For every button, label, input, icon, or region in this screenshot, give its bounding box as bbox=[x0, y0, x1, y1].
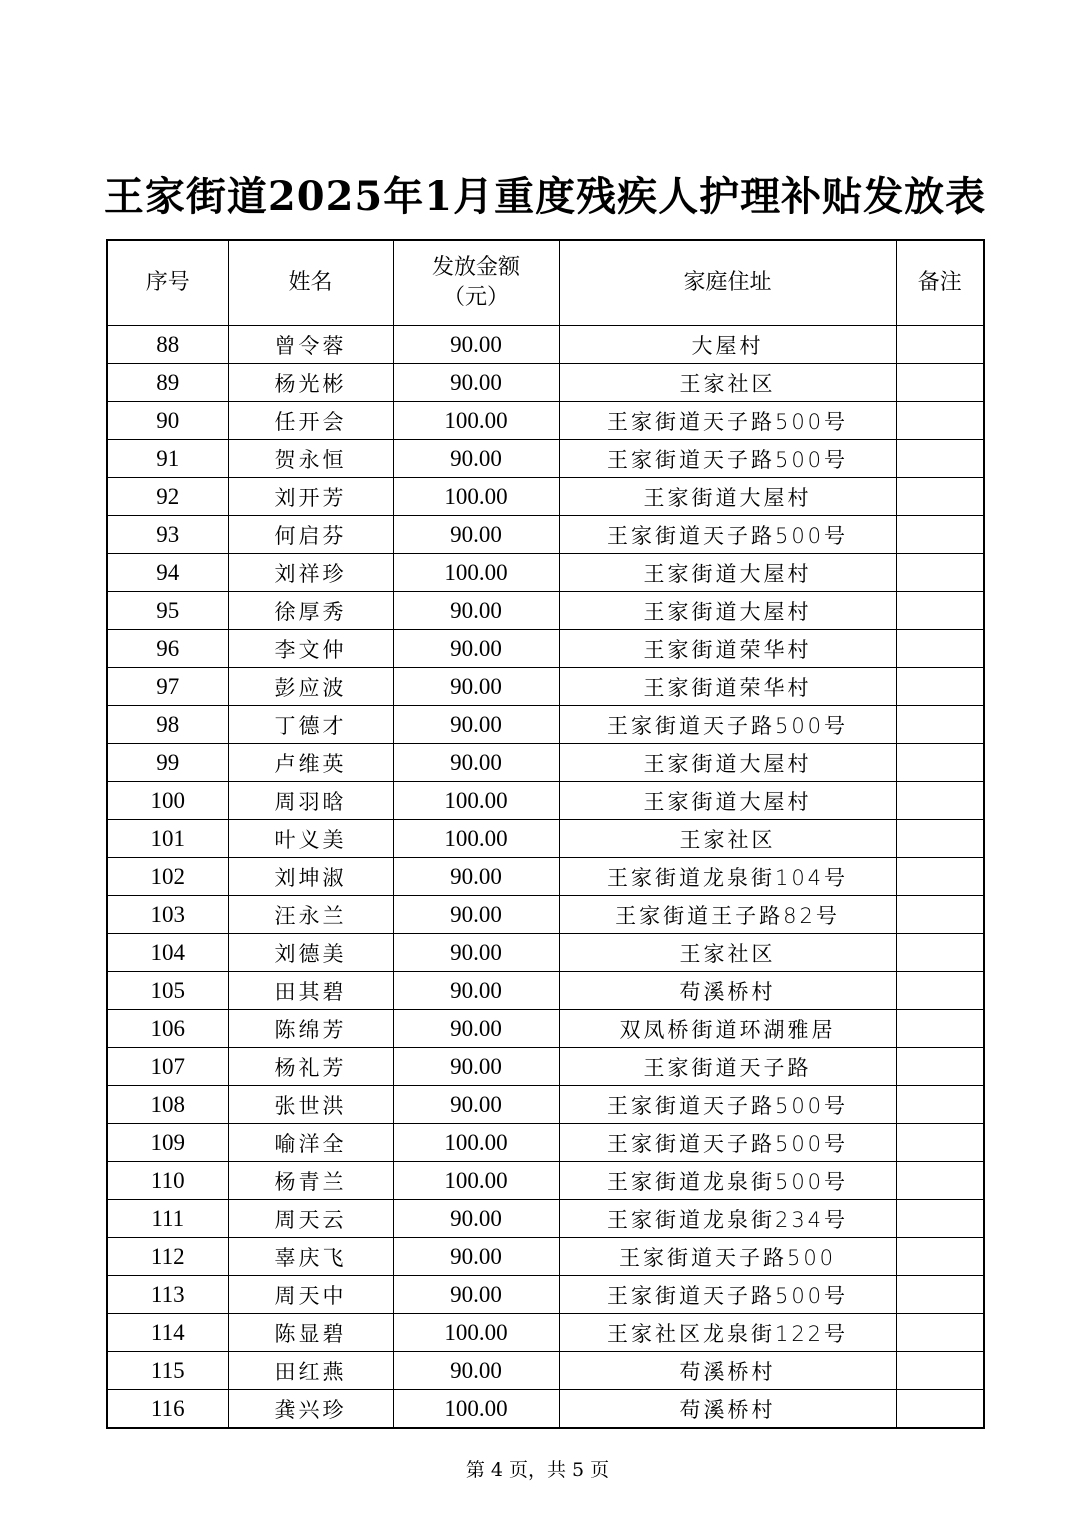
table-row bbox=[107, 554, 984, 592]
cell-index: 114 bbox=[107, 1314, 228, 1352]
cell-name: 彭应波 bbox=[228, 668, 393, 706]
cell-amount: 90.00 bbox=[393, 1010, 559, 1048]
cell-address: 王家街道大屋村 bbox=[559, 478, 896, 516]
table-row bbox=[107, 1390, 984, 1429]
cell-index: 89 bbox=[107, 364, 228, 402]
cell-remark bbox=[896, 478, 984, 516]
cell-remark bbox=[896, 782, 984, 820]
cell-remark bbox=[896, 1200, 984, 1238]
cell-index: 98 bbox=[107, 706, 228, 744]
cell-name: 卢维英 bbox=[228, 744, 393, 782]
cell-address: 王家街道龙泉街104号 bbox=[559, 858, 896, 896]
cell-index: 90 bbox=[107, 402, 228, 440]
cell-name: 刘坤淑 bbox=[228, 858, 393, 896]
cell-remark bbox=[896, 1314, 984, 1352]
cell-name: 李文仲 bbox=[228, 630, 393, 668]
table-row bbox=[107, 1048, 984, 1086]
cell-index: 95 bbox=[107, 592, 228, 630]
table-header-row bbox=[107, 240, 984, 326]
cell-amount: 90.00 bbox=[393, 858, 559, 896]
cell-address: 王家街道天子路500号 bbox=[559, 516, 896, 554]
cell-remark bbox=[896, 402, 984, 440]
cell-address: 王家街道大屋村 bbox=[559, 782, 896, 820]
cell-index: 97 bbox=[107, 668, 228, 706]
cell-index: 108 bbox=[107, 1086, 228, 1124]
column-header-amount-line1: 发放金额 bbox=[431, 255, 520, 280]
cell-name: 龚兴珍 bbox=[228, 1390, 393, 1429]
cell-index: 106 bbox=[107, 1010, 228, 1048]
cell-remark bbox=[896, 630, 984, 668]
cell-address: 王家街道荣华村 bbox=[559, 630, 896, 668]
table-row bbox=[107, 896, 984, 934]
cell-remark bbox=[896, 1086, 984, 1124]
table-row bbox=[107, 1314, 984, 1352]
cell-index: 109 bbox=[107, 1124, 228, 1162]
cell-remark bbox=[896, 896, 984, 934]
cell-index: 102 bbox=[107, 858, 228, 896]
subsidy-table bbox=[106, 239, 985, 1429]
cell-index: 94 bbox=[107, 554, 228, 592]
cell-remark bbox=[896, 1276, 984, 1314]
cell-index: 110 bbox=[107, 1162, 228, 1200]
cell-index: 96 bbox=[107, 630, 228, 668]
cell-amount: 90.00 bbox=[393, 896, 559, 934]
cell-name: 刘祥珍 bbox=[228, 554, 393, 592]
cell-amount: 100.00 bbox=[393, 478, 559, 516]
cell-address: 王家街道天子路500号 bbox=[559, 1124, 896, 1162]
table-row bbox=[107, 1162, 984, 1200]
table-row bbox=[107, 744, 984, 782]
cell-remark bbox=[896, 364, 984, 402]
table-row bbox=[107, 592, 984, 630]
table-row bbox=[107, 1086, 984, 1124]
table-row bbox=[107, 858, 984, 896]
column-header-index: 序号 bbox=[107, 240, 228, 326]
cell-amount: 90.00 bbox=[393, 1238, 559, 1276]
cell-remark bbox=[896, 820, 984, 858]
cell-index: 101 bbox=[107, 820, 228, 858]
table-row bbox=[107, 1200, 984, 1238]
table-row bbox=[107, 934, 984, 972]
table-body bbox=[107, 326, 984, 1429]
cell-address: 王家街道大屋村 bbox=[559, 744, 896, 782]
cell-amount: 100.00 bbox=[393, 1390, 559, 1429]
cell-address: 大屋村 bbox=[559, 326, 896, 364]
cell-name: 叶义美 bbox=[228, 820, 393, 858]
cell-index: 113 bbox=[107, 1276, 228, 1314]
cell-remark bbox=[896, 554, 984, 592]
table-row bbox=[107, 478, 984, 516]
cell-address: 王家社区 bbox=[559, 364, 896, 402]
table-row bbox=[107, 820, 984, 858]
cell-index: 103 bbox=[107, 896, 228, 934]
cell-address: 王家街道天子路500 bbox=[559, 1238, 896, 1276]
cell-name: 徐厚秀 bbox=[228, 592, 393, 630]
cell-address: 王家街道天子路500号 bbox=[559, 402, 896, 440]
cell-name: 曾令蓉 bbox=[228, 326, 393, 364]
cell-name: 辜庆飞 bbox=[228, 1238, 393, 1276]
cell-remark bbox=[896, 858, 984, 896]
cell-address: 王家街道天子路500号 bbox=[559, 706, 896, 744]
cell-amount: 90.00 bbox=[393, 1086, 559, 1124]
cell-address: 王家街道天子路500号 bbox=[559, 1086, 896, 1124]
cell-index: 88 bbox=[107, 326, 228, 364]
cell-name: 周天中 bbox=[228, 1276, 393, 1314]
cell-amount: 90.00 bbox=[393, 668, 559, 706]
cell-name: 田红燕 bbox=[228, 1352, 393, 1390]
cell-name: 贺永恒 bbox=[228, 440, 393, 478]
cell-address: 王家街道天子路500号 bbox=[559, 1276, 896, 1314]
cell-amount: 90.00 bbox=[393, 516, 559, 554]
cell-amount: 100.00 bbox=[393, 1124, 559, 1162]
column-header-remark: 备注 bbox=[896, 240, 984, 326]
cell-index: 115 bbox=[107, 1352, 228, 1390]
cell-remark bbox=[896, 1010, 984, 1048]
cell-index: 111 bbox=[107, 1200, 228, 1238]
cell-amount: 90.00 bbox=[393, 934, 559, 972]
cell-amount: 90.00 bbox=[393, 440, 559, 478]
cell-amount: 100.00 bbox=[393, 820, 559, 858]
cell-index: 100 bbox=[107, 782, 228, 820]
cell-index: 93 bbox=[107, 516, 228, 554]
table-row bbox=[107, 440, 984, 478]
table-row bbox=[107, 1352, 984, 1390]
cell-index: 99 bbox=[107, 744, 228, 782]
cell-amount: 100.00 bbox=[393, 402, 559, 440]
cell-name: 张世洪 bbox=[228, 1086, 393, 1124]
cell-index: 116 bbox=[107, 1390, 228, 1429]
cell-amount: 90.00 bbox=[393, 1048, 559, 1086]
cell-address: 王家街道荣华村 bbox=[559, 668, 896, 706]
cell-address: 王家街道王子路82号 bbox=[559, 896, 896, 934]
cell-name: 周羽晗 bbox=[228, 782, 393, 820]
cell-remark bbox=[896, 972, 984, 1010]
cell-remark bbox=[896, 1352, 984, 1390]
cell-remark bbox=[896, 1238, 984, 1276]
page-title: 王家街道2025年1月重度残疾人护理补贴发放表 bbox=[103, 173, 987, 220]
cell-remark bbox=[896, 1390, 984, 1429]
cell-address: 王家社区 bbox=[559, 934, 896, 972]
cell-address: 苟溪桥村 bbox=[559, 972, 896, 1010]
cell-amount: 90.00 bbox=[393, 972, 559, 1010]
column-header-address: 家庭住址 bbox=[559, 240, 896, 326]
cell-address: 苟溪桥村 bbox=[559, 1352, 896, 1390]
table-row bbox=[107, 516, 984, 554]
table-row bbox=[107, 1010, 984, 1048]
table-row bbox=[107, 1238, 984, 1276]
cell-address: 双凤桥街道环湖雅居 bbox=[559, 1010, 896, 1048]
cell-amount: 90.00 bbox=[393, 1352, 559, 1390]
cell-amount: 90.00 bbox=[393, 364, 559, 402]
cell-address: 王家街道大屋村 bbox=[559, 592, 896, 630]
cell-remark bbox=[896, 1162, 984, 1200]
cell-name: 刘开芳 bbox=[228, 478, 393, 516]
cell-remark bbox=[896, 440, 984, 478]
cell-amount: 90.00 bbox=[393, 326, 559, 364]
cell-name: 杨青兰 bbox=[228, 1162, 393, 1200]
table-row bbox=[107, 364, 984, 402]
cell-amount: 100.00 bbox=[393, 1314, 559, 1352]
cell-index: 104 bbox=[107, 934, 228, 972]
cell-name: 丁德才 bbox=[228, 706, 393, 744]
cell-index: 105 bbox=[107, 972, 228, 1010]
cell-amount: 90.00 bbox=[393, 744, 559, 782]
table-row bbox=[107, 402, 984, 440]
cell-remark bbox=[896, 516, 984, 554]
cell-index: 92 bbox=[107, 478, 228, 516]
cell-amount: 90.00 bbox=[393, 630, 559, 668]
cell-index: 107 bbox=[107, 1048, 228, 1086]
cell-address: 王家街道天子路 bbox=[559, 1048, 896, 1086]
cell-remark bbox=[896, 1048, 984, 1086]
cell-name: 周天云 bbox=[228, 1200, 393, 1238]
cell-remark bbox=[896, 744, 984, 782]
cell-address: 王家街道龙泉街234号 bbox=[559, 1200, 896, 1238]
cell-name: 喻洋全 bbox=[228, 1124, 393, 1162]
cell-amount: 90.00 bbox=[393, 1276, 559, 1314]
cell-remark bbox=[896, 668, 984, 706]
table-row bbox=[107, 706, 984, 744]
cell-address: 王家街道大屋村 bbox=[559, 554, 896, 592]
cell-name: 何启芬 bbox=[228, 516, 393, 554]
table-row bbox=[107, 630, 984, 668]
cell-name: 陈绵芳 bbox=[228, 1010, 393, 1048]
cell-remark bbox=[896, 934, 984, 972]
cell-amount: 100.00 bbox=[393, 554, 559, 592]
cell-amount: 100.00 bbox=[393, 782, 559, 820]
cell-name: 田其碧 bbox=[228, 972, 393, 1010]
cell-amount: 100.00 bbox=[393, 1162, 559, 1200]
column-header-name: 姓名 bbox=[228, 240, 393, 326]
cell-amount: 90.00 bbox=[393, 592, 559, 630]
cell-amount: 90.00 bbox=[393, 706, 559, 744]
cell-remark bbox=[896, 706, 984, 744]
table-row bbox=[107, 782, 984, 820]
cell-index: 91 bbox=[107, 440, 228, 478]
cell-index: 112 bbox=[107, 1238, 228, 1276]
table-row bbox=[107, 326, 984, 364]
cell-name: 杨礼芳 bbox=[228, 1048, 393, 1086]
cell-address: 王家社区 bbox=[559, 820, 896, 858]
column-header-amount-line2: （元） bbox=[442, 285, 509, 310]
cell-amount: 90.00 bbox=[393, 1200, 559, 1238]
cell-name: 汪永兰 bbox=[228, 896, 393, 934]
table-row bbox=[107, 668, 984, 706]
cell-name: 杨光彬 bbox=[228, 364, 393, 402]
cell-name: 刘德美 bbox=[228, 934, 393, 972]
cell-remark bbox=[896, 1124, 984, 1162]
cell-remark bbox=[896, 326, 984, 364]
cell-remark bbox=[896, 592, 984, 630]
column-header-amount bbox=[393, 240, 559, 326]
cell-address: 王家社区龙泉街122号 bbox=[559, 1314, 896, 1352]
table-row bbox=[107, 972, 984, 1010]
table-row bbox=[107, 1276, 984, 1314]
page-footer: 第 4 页，共 5 页 bbox=[465, 1459, 610, 1481]
cell-address: 王家街道龙泉街500号 bbox=[559, 1162, 896, 1200]
cell-name: 陈显碧 bbox=[228, 1314, 393, 1352]
cell-name: 任开会 bbox=[228, 402, 393, 440]
cell-address: 苟溪桥村 bbox=[559, 1390, 896, 1429]
cell-address: 王家街道天子路500号 bbox=[559, 440, 896, 478]
table-row bbox=[107, 1124, 984, 1162]
